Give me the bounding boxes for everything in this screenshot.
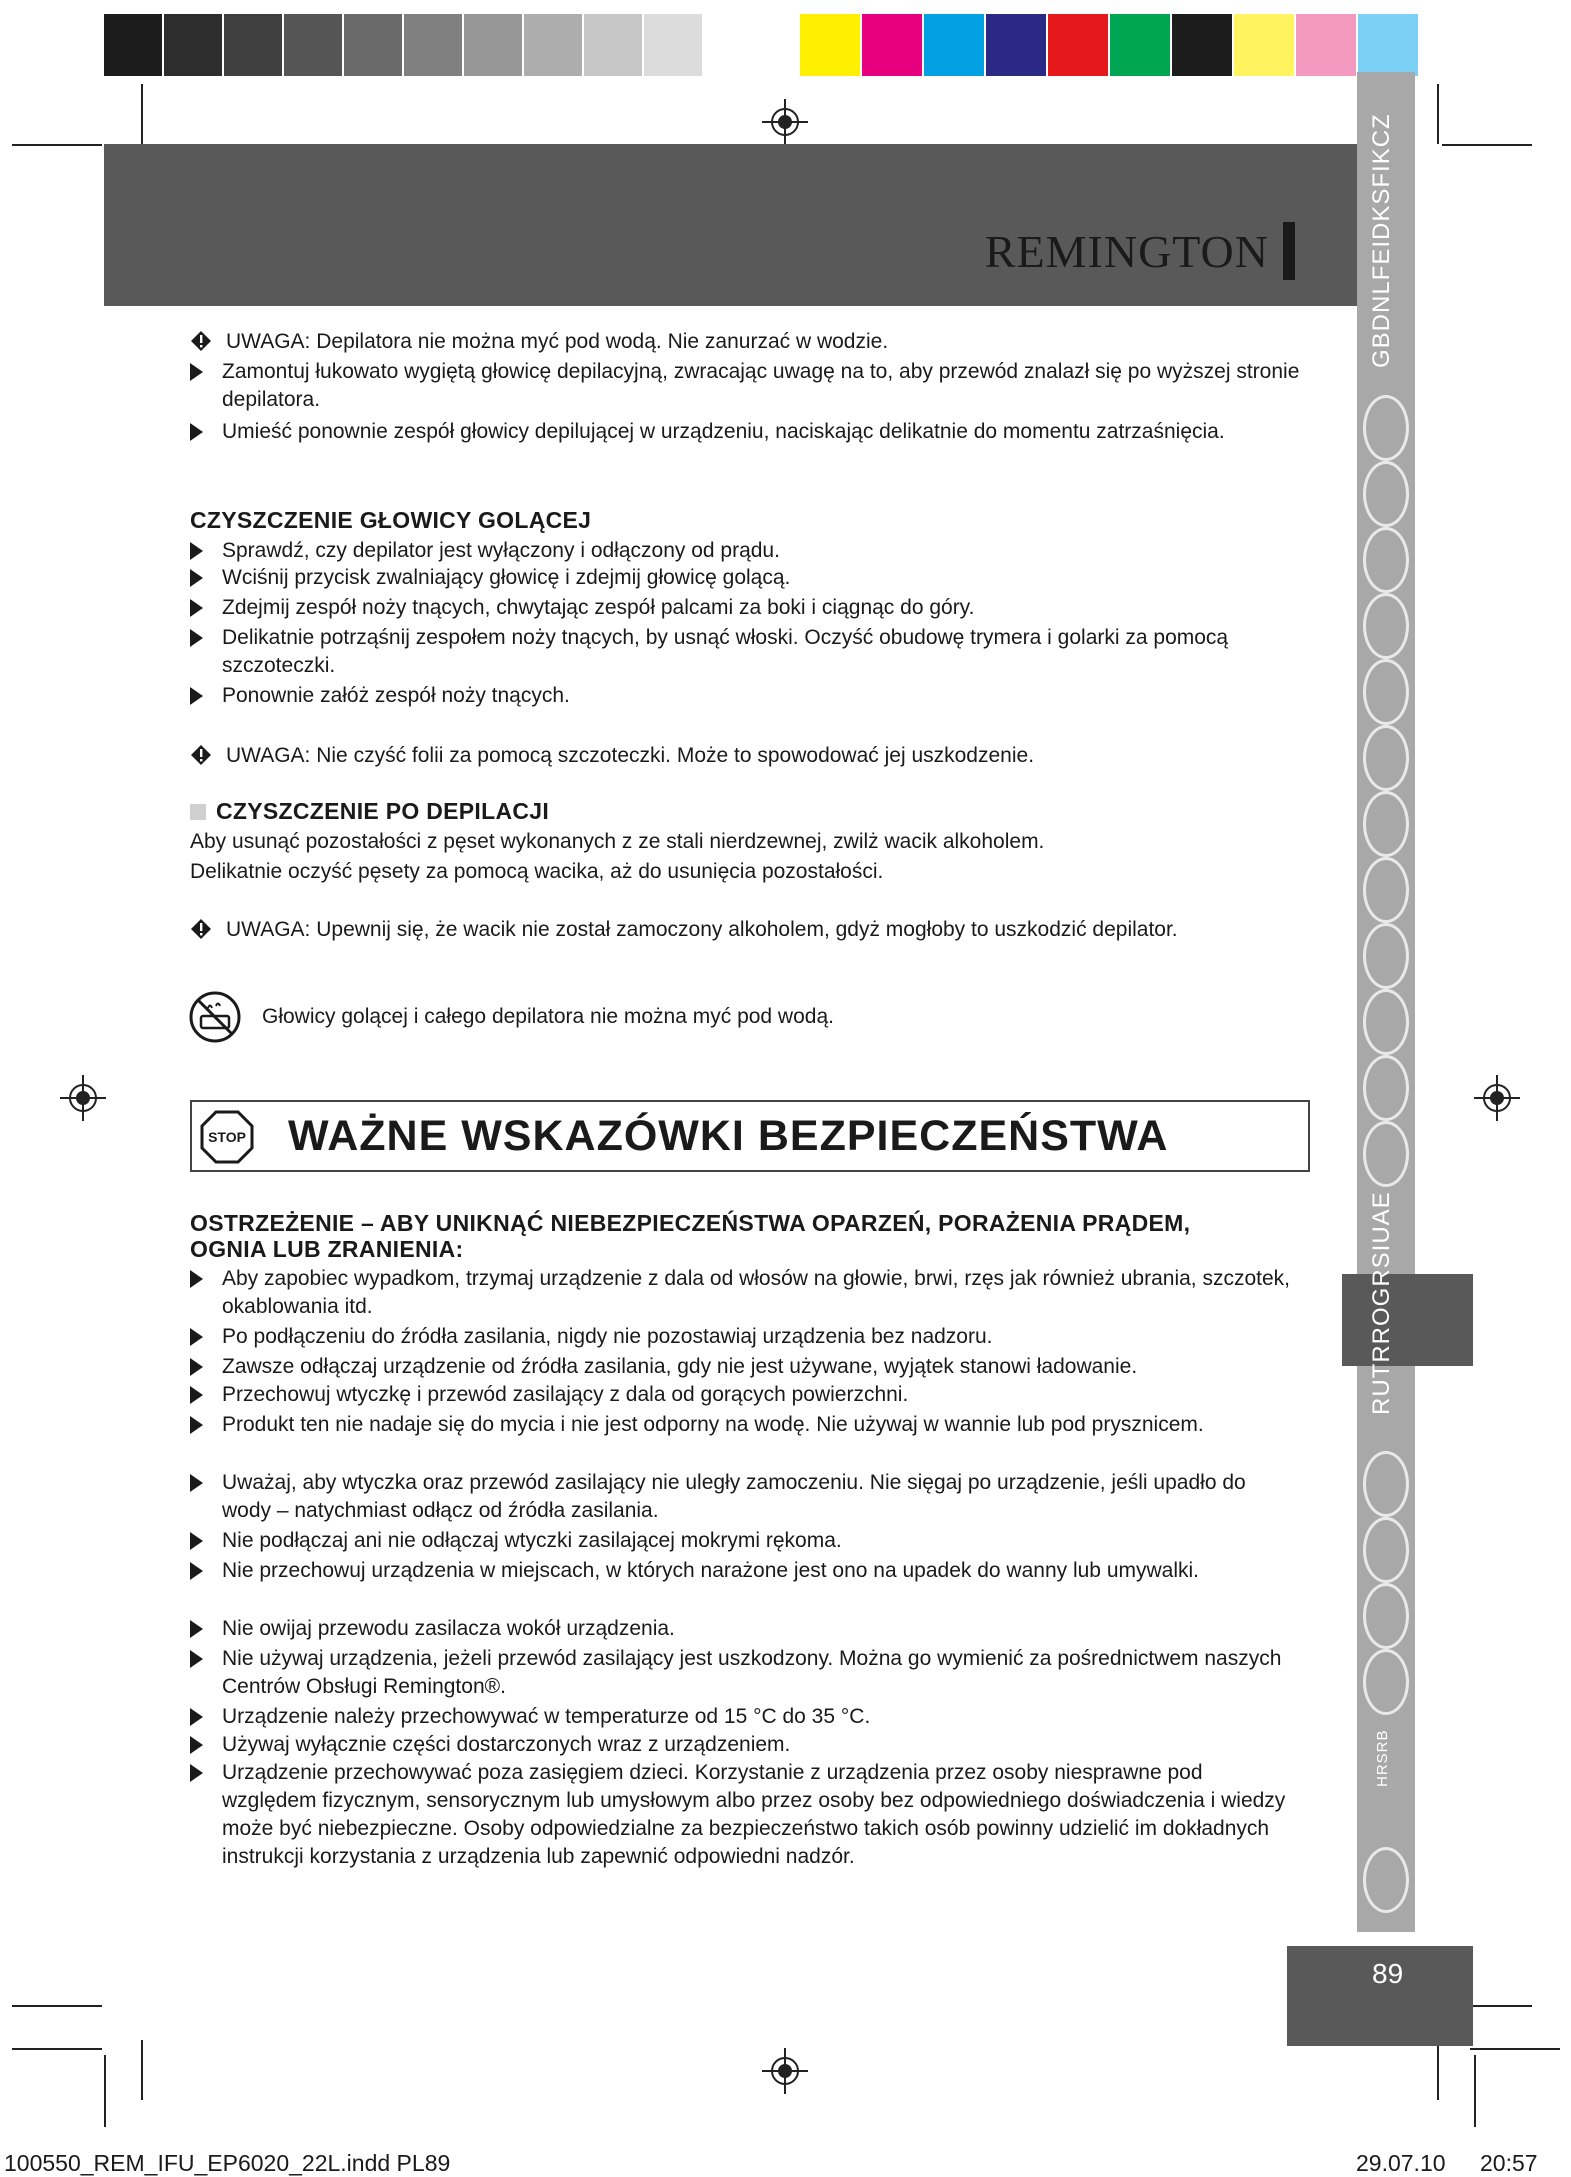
bullet-icon (190, 1736, 203, 1754)
process-color-bar (800, 14, 1420, 76)
bullet-icon (190, 569, 203, 587)
list-item: Nie przechowuj urządzenia w miejscach, w których narażone jest ono na upadek do wanny lub umywalki. (190, 1557, 1300, 1585)
side-tab-languages-top: GBDNLFEIDKSFIKCZ (1368, 113, 1395, 368)
side-oval-icon (1363, 1583, 1409, 1649)
color-swatch (164, 14, 224, 76)
footer-date: 29.07.10 (1356, 2150, 1446, 2176)
color-swatch (986, 14, 1048, 76)
side-oval-icon (1363, 725, 1409, 791)
side-oval-icon (1363, 1649, 1409, 1715)
list-item: Zamontuj łukowato wygiętą głowicę depilacyjną, zwracając uwagę na to, aby przewód znalazł się po wyższej stronie depilatora. (190, 358, 1300, 414)
list-item: Nie używaj urządzenia, jeżeli przewód zasilający jest uszkodzony. Można go wymienić za pośrednictwem naszych Centrów Obsługi Remington®. (190, 1645, 1300, 1701)
side-tab-active-marker (1342, 1274, 1473, 1366)
crop-mark (141, 2040, 143, 2100)
bullet-icon (190, 1562, 203, 1580)
bullet-icon (190, 1474, 203, 1492)
side-oval-icon (1363, 857, 1409, 923)
crop-mark (1442, 144, 1532, 146)
registration-mark-icon (1474, 1075, 1520, 1121)
list-item: Umieść ponownie zespół głowicy depilującej w urządzeniu, naciskając delikatnie do momentu zatrzaśnięcia. (190, 418, 1300, 446)
list-item: Przechowuj wtyczkę i przewód zasilający z dala od gorących powierzchni. (190, 1381, 1300, 1409)
side-oval-icon (1363, 527, 1409, 593)
color-swatch (704, 14, 764, 76)
side-oval-icon (1363, 395, 1409, 461)
list-item: Sprawdź, czy depilator jest wyłączony i odłączony od prądu. (190, 537, 1300, 565)
safety-title: WAŻNE WSKAZÓWKI BEZPIECZEŃSTWA (288, 1112, 1169, 1160)
bullet-icon (190, 1532, 203, 1550)
side-tab-languages-lower: HRSRB (1374, 1729, 1391, 1787)
no-water-icon (188, 990, 242, 1044)
crop-mark (1470, 2048, 1560, 2050)
footer-time: 20:57 (1480, 2150, 1538, 2176)
bullet-icon (190, 599, 203, 617)
color-swatch (404, 14, 464, 76)
section-heading: CZYSZCZENIE GŁOWICY GOLĄCEJ (190, 507, 592, 533)
bullet-icon (190, 1650, 203, 1668)
note-alcohol: UWAGA: Upewnij się, że wacik nie został zamoczony alkoholem, gdyż mogłoby to uszkodzić depilator. (190, 916, 1340, 944)
grayscale-color-bar (104, 14, 764, 76)
warning-icon (190, 918, 212, 940)
side-oval-icon (1363, 791, 1409, 857)
note-foil: UWAGA: Nie czyść folii za pomocą szczoteczki. Może to spowodować jej uszkodzenie. (190, 742, 1340, 770)
bullet-icon (190, 423, 203, 441)
registration-mark-icon (762, 2048, 808, 2094)
bullet-icon (190, 1386, 203, 1404)
side-oval-icon (1363, 1055, 1409, 1121)
bullet-icon (190, 1620, 203, 1638)
list-item: Delikatnie potrząśnij zespołem noży tnących, by usnąć włoski. Oczyść obudowę trymera i golarki za pomocą szczoteczki. (190, 624, 1300, 680)
list-item: Nie podłączaj ani nie odłączaj wtyczki zasilającej mokrymi rękoma. (190, 1527, 1300, 1555)
list-item: Po podłączeniu do źródła zasilania, nigdy nie pozostawiaj urządzenia bez nadzoru. (190, 1323, 1300, 1351)
bullet-icon (190, 363, 203, 381)
paragraph-line: Aby usunąć pozostałości z pęset wykonanych z ze stali nierdzewnej, zwilż wacik alkoholem. (190, 830, 1045, 853)
color-swatch (524, 14, 584, 76)
list-item: Zdejmij zespół noży tnących, chwytając zespół palcami za boki i ciągnąc do góry. (190, 594, 1300, 622)
side-oval-icon (1363, 461, 1409, 527)
side-oval-icon (1363, 659, 1409, 725)
color-swatch (1172, 14, 1234, 76)
bullet-icon (190, 629, 203, 647)
list-item: Urządzenie należy przechowywać w temperaturze od 15 °C do 35 °C. (190, 1703, 1300, 1731)
side-oval-icon (1363, 593, 1409, 659)
bullet-icon (190, 687, 203, 705)
crop-mark (1437, 2040, 1439, 2100)
list-item: Urządzenie przechowywać poza zasięgiem dzieci. Korzystanie z urządzenia przez osoby niesprawne pod względem fizycznym, sensorycznym lub umysłowym albo przez osoby bez odpowiedniego doświadczenia i wiedzy może być niebezpieczne. Osoby odpowiedzialne za bezpieczeństwo takich osób powinny udzielić im dokładnych instrukcji korzystania z urządzenia lub zapewnić odpowiedni nadzór. (190, 1759, 1300, 1871)
crop-mark (1437, 84, 1439, 144)
side-oval-icon (1363, 1847, 1409, 1913)
bullet-icon (190, 1416, 203, 1434)
list-item: Ponownie załóż zespół noży tnących. (190, 682, 1300, 710)
warning-heading: OSTRZEŻENIE – ABY UNIKNĄĆ NIEBEZPIECZEŃSTWA OPARZEŃ, PORAŻENIA PRĄDEM, OGNIA LUB ZRANIENIA: (190, 1210, 1191, 1262)
side-oval-icon (1363, 1451, 1409, 1517)
registration-mark-icon (762, 99, 808, 145)
color-swatch (1048, 14, 1110, 76)
color-swatch (1234, 14, 1296, 76)
header-band (104, 144, 1357, 306)
crop-mark (104, 2055, 106, 2127)
side-oval-icon (1363, 1517, 1409, 1583)
list-item: Zawsze odłączaj urządzenie od źródła zasilania, gdy nie jest używane, wyjątek stanowi ładowanie. (190, 1353, 1300, 1381)
crop-mark (141, 84, 143, 144)
no-water-note: Głowicy golącej i całego depilatora nie można myć pod wodą. (262, 1005, 834, 1028)
color-swatch (800, 14, 862, 76)
bullet-icon (190, 1270, 203, 1288)
side-oval-icon (1363, 923, 1409, 989)
svg-text:STOP: STOP (208, 1129, 246, 1145)
crop-mark (1474, 2055, 1476, 2127)
stop-sign-icon (200, 1110, 254, 1164)
page-number: 89 (1372, 1958, 1404, 1989)
side-oval-icon (1363, 989, 1409, 1055)
color-swatch (1110, 14, 1172, 76)
brand-logo: REMINGTON (985, 222, 1295, 280)
warning-icon (190, 330, 212, 352)
color-swatch (924, 14, 986, 76)
footer-file-slug: 100550_REM_IFU_EP6020_22L.indd PL89 (4, 2150, 451, 2176)
color-swatch (464, 14, 524, 76)
note-water: UWAGA: Depilatora nie można myć pod wodą. Nie zanurzać w wodzie. (190, 328, 1340, 356)
color-swatch (344, 14, 404, 76)
bullet-icon (190, 542, 203, 560)
crop-mark (12, 144, 102, 146)
list-item: Aby zapobiec wypadkom, trzymaj urządzenie z dala od włosów na głowie, brwi, rzęs jak również ubrania, szczotek, okablowania itd. (190, 1265, 1300, 1321)
color-swatch (224, 14, 284, 76)
list-item: Wciśnij przycisk zwalniający głowicę i zdejmij głowicę golącą. (190, 564, 1300, 592)
section-marker-icon (190, 804, 206, 820)
color-swatch (862, 14, 924, 76)
registration-mark-icon (60, 1075, 106, 1121)
bullet-icon (190, 1764, 203, 1782)
bullet-icon (190, 1358, 203, 1376)
side-tab-languages-mid: RUTRROGRSIUAE (1368, 1191, 1395, 1415)
color-swatch (284, 14, 344, 76)
list-item: Używaj wyłącznie części dostarczonych wraz z urządzeniem. (190, 1731, 1300, 1759)
bullet-icon (190, 1708, 203, 1726)
list-item: Nie owijaj przewodu zasilacza wokół urządzenia. (190, 1615, 1300, 1643)
warning-icon (190, 744, 212, 766)
color-swatch (104, 14, 164, 76)
color-swatch (644, 14, 704, 76)
color-swatch (584, 14, 644, 76)
color-swatch (1296, 14, 1358, 76)
paragraph-line: Delikatnie oczyść pęsety za pomocą wacika, aż do usunięcia pozostałości. (190, 860, 884, 883)
bullet-icon (190, 1328, 203, 1346)
list-item: Produkt ten nie nadaje się do mycia i nie jest odporny na wodę. Nie używaj w wannie lub pod prysznicem. (190, 1411, 1300, 1439)
section-heading: CZYSZCZENIE PO DEPILACJI (190, 797, 549, 825)
crop-mark (12, 2005, 102, 2007)
list-item: Uważaj, aby wtyczka oraz przewód zasilający nie uległy zamoczeniu. Nie sięgaj po urządzenie, jeśli upadło do wody – natychmiast odłącz od źródła zasilania. (190, 1469, 1300, 1525)
logo-bar-icon (1283, 222, 1295, 280)
crop-mark (12, 2048, 102, 2050)
